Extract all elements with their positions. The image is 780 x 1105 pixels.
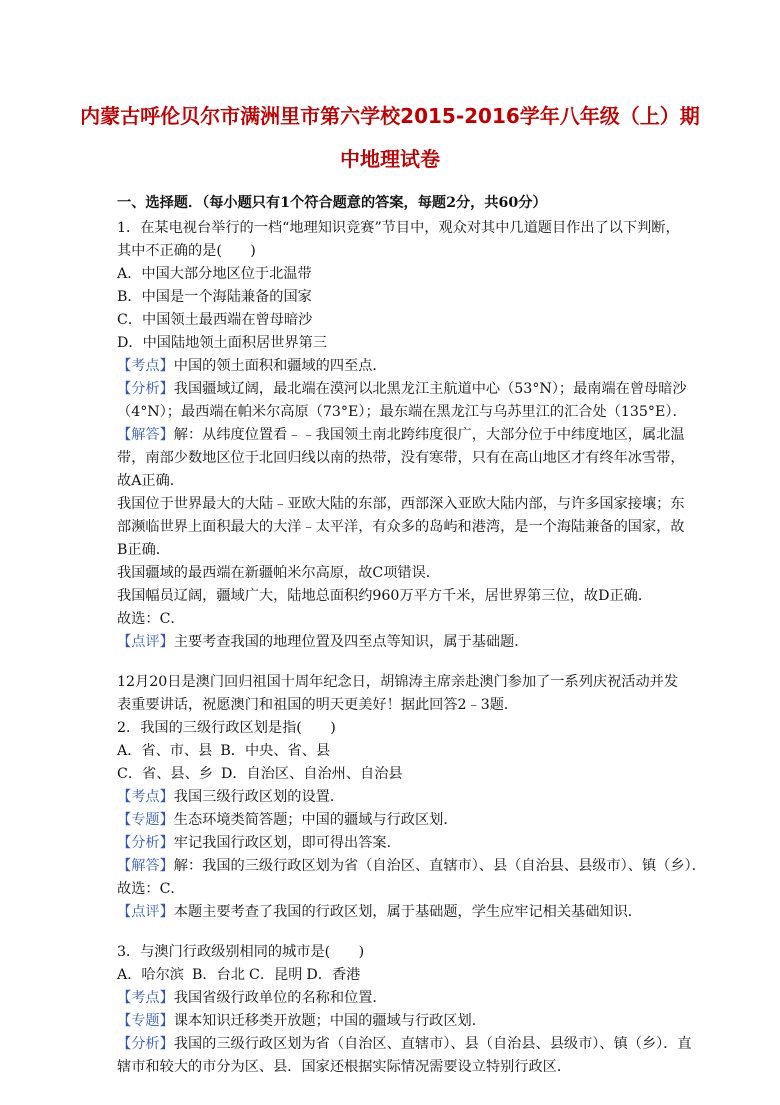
q2-dianping-text: 本题主要考查了我国的行政区划，属于基础题，学生应牢记相关基础知识． [173, 904, 642, 920]
q1-option-c: C．中国领土最西端在曾母暗沙 [117, 312, 313, 328]
dianping-tag: 【点评】 [117, 904, 174, 920]
q2-kaodian-text: 我国三级行政区划的设置． [173, 789, 345, 805]
fenxi-tag: 【分析】 [117, 1036, 174, 1052]
q3-option-d: D．香港 [306, 967, 361, 983]
page-title-line-2: 中地理试卷 [340, 147, 440, 171]
q3-kaodian [117, 989, 677, 1007]
kaodian-tag: 【考点】 [117, 990, 174, 1006]
passage-intro-line-1: 12月20日是澳门回归祖国十周年纪念日，胡锦涛主席亲赴澳门参加了一系列庆祝活动并发 [117, 674, 679, 690]
q1-kaodian-text: 中国的领土面积和疆域的四至点． [173, 358, 387, 374]
passage-intro-line-2: 表重要讲话，祝愿澳门和祖国的明天更美好！据此回答2﹣3题． [117, 697, 519, 713]
q1-jieda-line-2: 带，南部少数地区位于北回归线以南的热带，没有寒带，只有在高山地区才有终年冰雪带， [117, 450, 685, 466]
q3-option-b: B．台北 [192, 967, 245, 983]
q2-option-c: C．省、县、乡 [117, 766, 213, 782]
q1-option-d: D．中国陆地领土面积居世界第三 [117, 335, 328, 351]
page-title-line-1: 内蒙古呼伦贝尔市满洲里市第六学校2015-2016学年八年级（上）期 [80, 104, 700, 128]
q1-fenxi [117, 380, 687, 398]
jieda-tag: 【解答】 [117, 427, 174, 443]
zhuanti-tag: 【专题】 [117, 1013, 174, 1029]
fenxi-tag: 【分析】 [117, 835, 174, 851]
q3-fenxi-line-2: 辖市和较大的市分为区、县．国家还根据实际情况需要设立特别行政区． [117, 1059, 572, 1075]
q3-zhuanti [117, 1012, 677, 1030]
q1-jieda-line-7: 我国疆域的最西端在新疆帕米尔高原，故C项错误． [117, 565, 440, 581]
q2-zhuanti [117, 811, 677, 829]
q1-kaodian [117, 357, 677, 375]
jieda-tag: 【解答】 [117, 858, 174, 874]
kaodian-tag: 【考点】 [117, 358, 174, 374]
kaodian-tag: 【考点】 [117, 789, 174, 805]
q2-options-row-2 [117, 765, 677, 783]
q2-zhuanti-text: 生态环境类简答题；中国的疆域与行政区划． [173, 812, 458, 828]
q1-jieda-line-6: B正确． [117, 542, 170, 558]
q1-jieda-line-4: 我国位于世界最大的大陆﹣亚欧大陆的东部，西部深入亚欧大陆内部，与许多国家接壤；东 [117, 496, 685, 512]
q1-option-b: B．中国是一个海陆兼备的国家 [117, 289, 312, 305]
q3-kaodian-text: 我国省级行政单位的名称和位置． [173, 990, 387, 1006]
q2-stem: 2．我国的三级行政区划是指( ) [117, 720, 336, 736]
q2-answer: 故选：C． [117, 881, 185, 897]
q1-jieda-line-5: 部濒临世界上面积最大的大洋﹣太平洋，有众多的岛屿和港湾，是一个海陆兼备的国家，故 [117, 519, 685, 535]
q2-option-a: A．省、市、县 [117, 743, 213, 759]
q2-option-d: D．自治区、自治州、自治县 [220, 766, 403, 782]
q2-jieda [117, 857, 706, 875]
q3-option-c: C．昆明 [249, 967, 303, 983]
fenxi-tag: 【分析】 [117, 381, 174, 397]
q1-answer: 故选：C． [117, 611, 185, 627]
q1-dianping [117, 633, 677, 651]
q2-fenxi [117, 834, 677, 852]
q1-stem-line-1: 1．在某电视台举行的一档“地理知识竞赛”节目中，观众对其中几道题目作出了以下判断， [117, 220, 680, 236]
q1-jieda [117, 426, 685, 444]
q2-options-row-1 [117, 742, 677, 760]
q1-jieda-line-8: 我国幅员辽阔，疆域广大，陆地总面积约960万平方千米，居世界第三位，故D正确． [117, 588, 653, 604]
zhuanti-tag: 【专题】 [117, 812, 174, 828]
q1-fenxi-line-2: （4°N）；最西端在帕米尔高原（73°E）；最东端在黑龙江与乌苏里江的汇合处（135°E）． [117, 404, 687, 420]
q3-stem: 3．与澳门行政级别相同的城市是( ) [117, 944, 365, 960]
q3-zhuanti-text: 课本知识迁移类开放题；中国的疆域与行政区划． [173, 1013, 486, 1029]
q3-fenxi [117, 1035, 692, 1053]
q1-fenxi-text-1: 我国疆域辽阔，最北端在漠河以北黑龙江主航道中心（53°N）；最南端在曾母暗沙 [173, 381, 687, 397]
q3-options-row [117, 966, 677, 984]
q1-stem-line-2: 其中不正确的是( ) [117, 243, 256, 259]
q2-jieda-text: 解：我国的三级行政区划为省（自治区、直辖市）、县（自治县、县级市）、镇（乡）． [173, 858, 706, 874]
q2-kaodian [117, 788, 677, 806]
q1-jieda-line-3: 故A正确． [117, 473, 184, 489]
dianping-tag: 【点评】 [117, 634, 174, 650]
q3-fenxi-text-1: 我国的三级行政区划为省（自治区、直辖市）、县（自治县、县级市）、镇（乡）．直 [173, 1036, 692, 1052]
section-heading: 一、选择题．（每小题只有1个符合题意的答案，每题2分，共60分） [117, 195, 547, 211]
q2-dianping [117, 903, 677, 921]
q1-jieda-text-1: 解：从纬度位置看﹣﹣我国领土南北跨纬度很广，大部分位于中纬度地区，属北温 [173, 427, 685, 443]
q3-option-a: A．哈尔滨 [117, 967, 184, 983]
q1-option-a: A．中国大部分地区位于北温带 [117, 266, 312, 282]
q2-option-b: B．中央、省、县 [220, 743, 331, 759]
q1-dianping-text: 主要考查我国的地理位置及四至点等知识，属于基础题． [173, 634, 529, 650]
q2-fenxi-text: 牢记我国行政区划，即可得出答案． [173, 835, 401, 851]
